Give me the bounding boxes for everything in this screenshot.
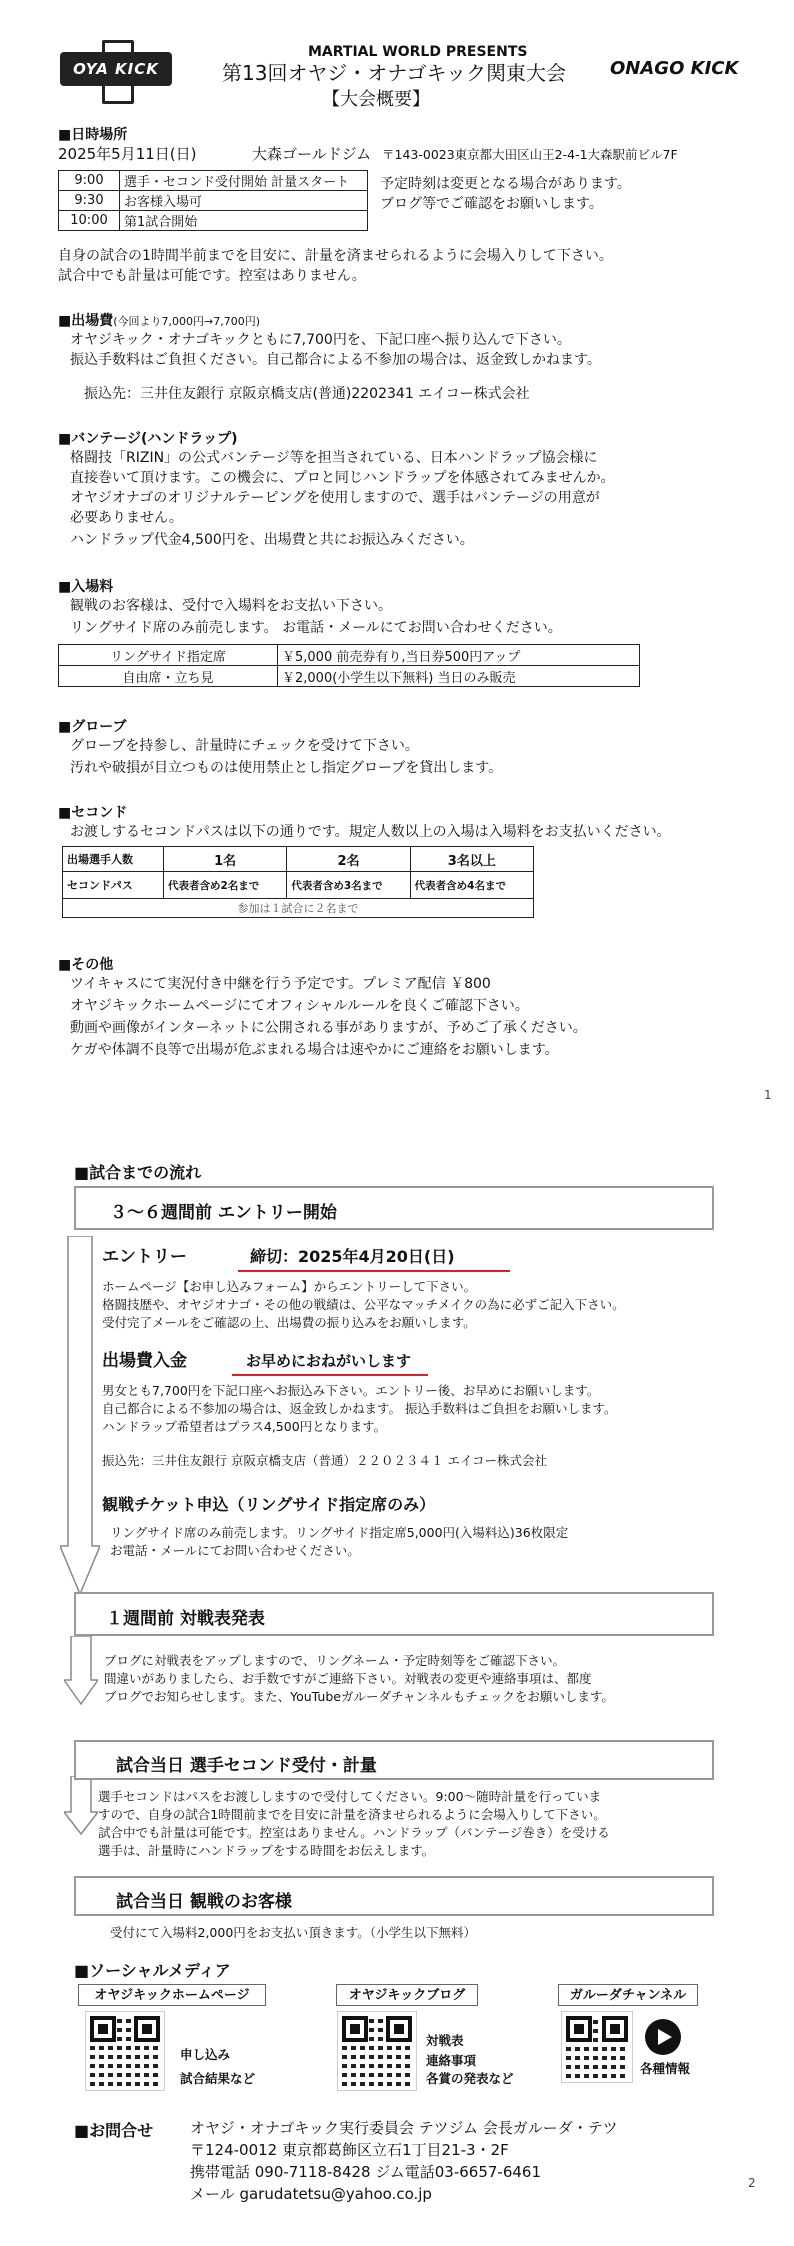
datetime-heading: ■日時場所 bbox=[58, 127, 128, 143]
body-text: 男女とも7,700円を下記口座へお振込み下さい。エントリー後、お早めにお願いします。 bbox=[102, 1383, 600, 1398]
homepage-label: オヤジキックホームページ bbox=[78, 1984, 266, 2006]
flow-step-matchup bbox=[74, 1592, 714, 1636]
step-label: 試合当日 選手セコンド受付・計量 bbox=[116, 1756, 377, 1776]
homepage-desc: 申し込み bbox=[180, 2047, 231, 2062]
body-text: 自身の試合の1時間半前までを目安に、計量を済ませられるように会場入りして下さい。 bbox=[58, 248, 613, 264]
body-text: 受付にて入場料2,000円をお支払い頂きます。（小学生以下無料） bbox=[110, 1925, 477, 1940]
table-row bbox=[63, 899, 534, 918]
entry-deadline: 締切：2025年4月20日(日) bbox=[250, 1247, 455, 1266]
blog-desc: 対戦表 bbox=[426, 2033, 464, 2048]
table-row-header: セコンドパス bbox=[63, 872, 164, 899]
body-text: オヤジオナゴのオリジナルテーピングを使用しますので、選手はバンテージの用意が bbox=[70, 490, 600, 506]
onago-kick-logo: ONAGO KICK bbox=[610, 58, 739, 79]
payment-note: お早めにおねがいします bbox=[246, 1352, 412, 1370]
table-row bbox=[59, 211, 368, 231]
venue-name: 大森ゴールドジム bbox=[252, 145, 372, 163]
schedule-time: 10:00 bbox=[59, 211, 120, 231]
homepage-qr-code[interactable] bbox=[86, 2012, 164, 2090]
body-text: すので、自身の試合1時間前までを目安に計量を済ませられるように会場入りして下さい。 bbox=[98, 1807, 606, 1822]
blog-desc: 連絡事項 bbox=[426, 2053, 477, 2068]
body-text: ハンドラップ希望者はプラス4,500円となります。 bbox=[102, 1419, 387, 1434]
page-number: 1 bbox=[764, 1088, 772, 1102]
seat-type: 自由席・立ち見 bbox=[59, 666, 278, 687]
payment-underline bbox=[232, 1374, 428, 1376]
contact-phone: 携帯電話 090-7118-8428 ジム電話03-6657-6461 bbox=[190, 2163, 541, 2181]
body-text: ブログでお知らせします。また、YouTubeガルーダチャンネルもチェックをお願いします。 bbox=[104, 1689, 614, 1704]
flow-step-entry-start bbox=[74, 1186, 714, 1230]
table-cell: 代表者含め3名まで bbox=[287, 872, 410, 899]
body-text: リングサイド席のみ前売します。リングサイド指定席5,000円(入場料込)36枚限定 bbox=[110, 1525, 569, 1540]
body-text: 選手は、計量時にハンドラップをする時間をお伝えします。 bbox=[98, 1843, 435, 1858]
body-text: 格闘技歴や、オヤジオナゴ・その他の戦績は、公平なマッチメイクの為に必ずご記入下さい。 bbox=[102, 1297, 625, 1312]
other-heading: ■その他 bbox=[58, 957, 114, 973]
table-cell: 代表者含め2名まで bbox=[164, 872, 287, 899]
contact-org: オヤジ・オナゴキック実行委員会 テツジム 会長ガルーダ・テツ bbox=[190, 2119, 618, 2137]
body-text: 汚れや破損が目立つものは使用禁止とし指定グローブを貸出します。 bbox=[70, 760, 503, 776]
gloves-heading: ■グローブ bbox=[58, 719, 127, 735]
ticket-title: 観戦チケット申込（リングサイド指定席のみ） bbox=[102, 1495, 436, 1514]
youtube-icon[interactable] bbox=[644, 2018, 682, 2056]
table-cell: 代表者含め4名まで bbox=[410, 872, 533, 899]
schedule-note: 予定時刻は変更となる場合があります。 bbox=[380, 176, 631, 192]
body-text: グローブを持参し、計量時にチェックを受けて下さい。 bbox=[70, 738, 419, 754]
timeline-arrow bbox=[64, 1776, 98, 1836]
bank-info: 振込先：三井住友銀行 京阪京橋支店（普通）２２０２３４１ エイコー株式会社 bbox=[102, 1453, 547, 1468]
body-text: 観戦のお客様は、受付で入場料をお支払い下さい。 bbox=[70, 598, 392, 614]
body-text: 受付完了メールをご確認の上、出場費の振り込みをお願いします。 bbox=[102, 1315, 476, 1330]
youtube-label: ガルーダチャンネル bbox=[558, 1984, 698, 2006]
table-row bbox=[59, 666, 640, 687]
event-title: 第13回オヤジ・オナゴキック関東大会 bbox=[222, 61, 567, 85]
schedule-event: 第1試合開始 bbox=[120, 211, 368, 231]
admission-table bbox=[58, 644, 640, 687]
social-heading: ■ソーシャルメディア bbox=[74, 1961, 231, 1980]
flow-step-weighin bbox=[74, 1740, 714, 1780]
step-label: １週間前 対戦表発表 bbox=[106, 1609, 265, 1629]
table-row bbox=[63, 872, 534, 899]
table-header: 2名 bbox=[287, 847, 410, 872]
body-text: ハンドラップ代金4,500円を、出場費と共にお振込みください。 bbox=[70, 532, 474, 548]
body-text: 直接巻いて頂けます。この機会に、プロと同じハンドラップを体感されてみませんか。 bbox=[70, 470, 615, 486]
table-row bbox=[63, 847, 534, 872]
body-text: 必要ありません。 bbox=[70, 510, 183, 526]
seat-type: リングサイド指定席 bbox=[59, 645, 278, 666]
bank-info: 振込先：三井住友銀行 京阪京橋支店(普通)2202341 エイコー株式会社 bbox=[84, 386, 530, 402]
body-text: 自己都合による不参加の場合は、返金致しかねます。 振込手数料はご負担をお願いします。 bbox=[102, 1401, 617, 1416]
body-text: 間違いがありましたら、お手数ですがご連絡下さい。対戦表の変更や連絡事項は、都度 bbox=[104, 1671, 592, 1686]
contact-email[interactable]: メール garudatetsu@yahoo.co.jp bbox=[190, 2185, 432, 2203]
blog-qr-code[interactable] bbox=[338, 2012, 416, 2090]
body-text: 試合中でも計量は可能です。控室はありません。 bbox=[58, 268, 366, 284]
event-date: 2025年5月11日(日) bbox=[58, 145, 197, 163]
homepage-desc: 試合結果など bbox=[180, 2071, 256, 2086]
logo-text: OYA KICK bbox=[73, 60, 159, 78]
table-row bbox=[59, 645, 640, 666]
timeline-arrow bbox=[60, 1236, 100, 1596]
step-label: 試合当日 観戦のお客様 bbox=[116, 1892, 292, 1912]
body-text: 動画や画像がインターネットに公開される事がありますが、予めご了承ください。 bbox=[70, 1020, 587, 1036]
body-text: オヤジキックホームページにてオフィシャルルールを良くご確認下さい。 bbox=[70, 998, 529, 1014]
heading-text: ■出場費 bbox=[58, 313, 114, 329]
table-header: 3名以上 bbox=[410, 847, 533, 872]
body-text: 選手セコンドはパスをお渡ししますので受付してください。9:00～随時計量を行っていま bbox=[98, 1789, 602, 1804]
second-pass-table bbox=[62, 846, 534, 918]
admission-heading: ■入場料 bbox=[58, 579, 114, 595]
body-text: 試合中でも計量は可能です。控室はありません。ハンドラップ（バンテージ巻き）を受ける bbox=[98, 1825, 610, 1840]
blog-desc: 各賞の発表など bbox=[426, 2071, 514, 2086]
body-text: 格闘技「RIZIN」の公式バンテージ等を担当されている、日本ハンドラップ協会様に bbox=[70, 450, 598, 466]
event-subtitle: 【大会概要】 bbox=[322, 89, 430, 110]
table-header: 出場選手人数 bbox=[63, 847, 164, 872]
entry-title: エントリー bbox=[102, 1247, 187, 1267]
oyaji-kick-logo bbox=[60, 52, 172, 86]
body-text: ホームページ【お申し込みフォーム】からエントリーして下さい。 bbox=[102, 1279, 477, 1294]
fee-heading bbox=[58, 310, 260, 330]
contact-address: 〒124-0012 東京都葛飾区立石1丁目21-3・2F bbox=[190, 2141, 509, 2159]
table-note: 参加は１試合に２名まで bbox=[63, 899, 534, 918]
heading-note: (今回より7,000円→7,700円) bbox=[113, 315, 261, 328]
body-text: お渡しするセコンドパスは以下の通りです。規定人数以上の入場は入場料をお支払いください。 bbox=[70, 824, 671, 840]
blog-label: オヤジキックブログ bbox=[336, 1984, 478, 2006]
flow-step-spectators bbox=[74, 1876, 714, 1916]
seat-price: ￥2,000(小学生以下無料) 当日のみ販売 bbox=[278, 666, 640, 687]
schedule-note: ブログ等でご確認をお願いします。 bbox=[380, 196, 603, 212]
youtube-desc: 各種情報 bbox=[640, 2061, 691, 2076]
youtube-qr-code[interactable] bbox=[562, 2012, 632, 2082]
schedule-event: 選手・セコンド受付開始 計量スタート bbox=[120, 171, 368, 191]
venue-address: 〒143-0023東京都大田区山王2-4-1大森駅前ビル7F bbox=[382, 147, 678, 162]
body-text: 振込手数料はご負担ください。自己都合による不参加の場合は、返金致しかねます。 bbox=[70, 352, 601, 368]
seat-price: ￥5,000 前売券有り,当日券500円アップ bbox=[278, 645, 640, 666]
bandage-heading: ■バンテージ(ハンドラップ) bbox=[58, 431, 238, 447]
body-text: オヤジキック・オナゴキックともに7,700円を、下記口座へ振り込んで下さい。 bbox=[70, 332, 571, 348]
schedule-time: 9:30 bbox=[59, 191, 120, 211]
body-text: ブログに対戦表をアップしますので、リングネーム・予定時刻等をご確認下さい。 bbox=[104, 1653, 566, 1668]
step-label: ３～６週間前 エントリー開始 bbox=[110, 1203, 337, 1223]
table-row bbox=[59, 171, 368, 191]
body-text: リングサイド席のみ前売します。 お電話・メールにてお問い合わせください。 bbox=[70, 620, 562, 636]
presents-text: MARTIAL WORLD PRESENTS bbox=[308, 44, 528, 60]
deadline-underline bbox=[238, 1270, 510, 1272]
schedule-event: お客様入場可 bbox=[120, 191, 368, 211]
contact-heading: ■お問合せ bbox=[74, 2121, 154, 2140]
body-text: ツイキャスにて実況付き中継を行う予定です。プレミア配信 ￥800 bbox=[70, 976, 491, 992]
table-row bbox=[59, 191, 368, 211]
flow-heading: ■試合までの流れ bbox=[74, 1163, 202, 1182]
second-heading: ■セコンド bbox=[58, 805, 128, 821]
body-text: ケガや体調不良等で出場が危ぶまれる場合は速やかにご連絡をお願いします。 bbox=[70, 1042, 559, 1058]
schedule-table bbox=[58, 170, 368, 231]
page-number: 2 bbox=[748, 2176, 756, 2190]
body-text: お電話・メールにてお問い合わせください。 bbox=[110, 1543, 360, 1558]
schedule-time: 9:00 bbox=[59, 171, 120, 191]
payment-title: 出場費入金 bbox=[102, 1351, 187, 1371]
timeline-arrow bbox=[64, 1636, 98, 1706]
table-header: 1名 bbox=[164, 847, 287, 872]
